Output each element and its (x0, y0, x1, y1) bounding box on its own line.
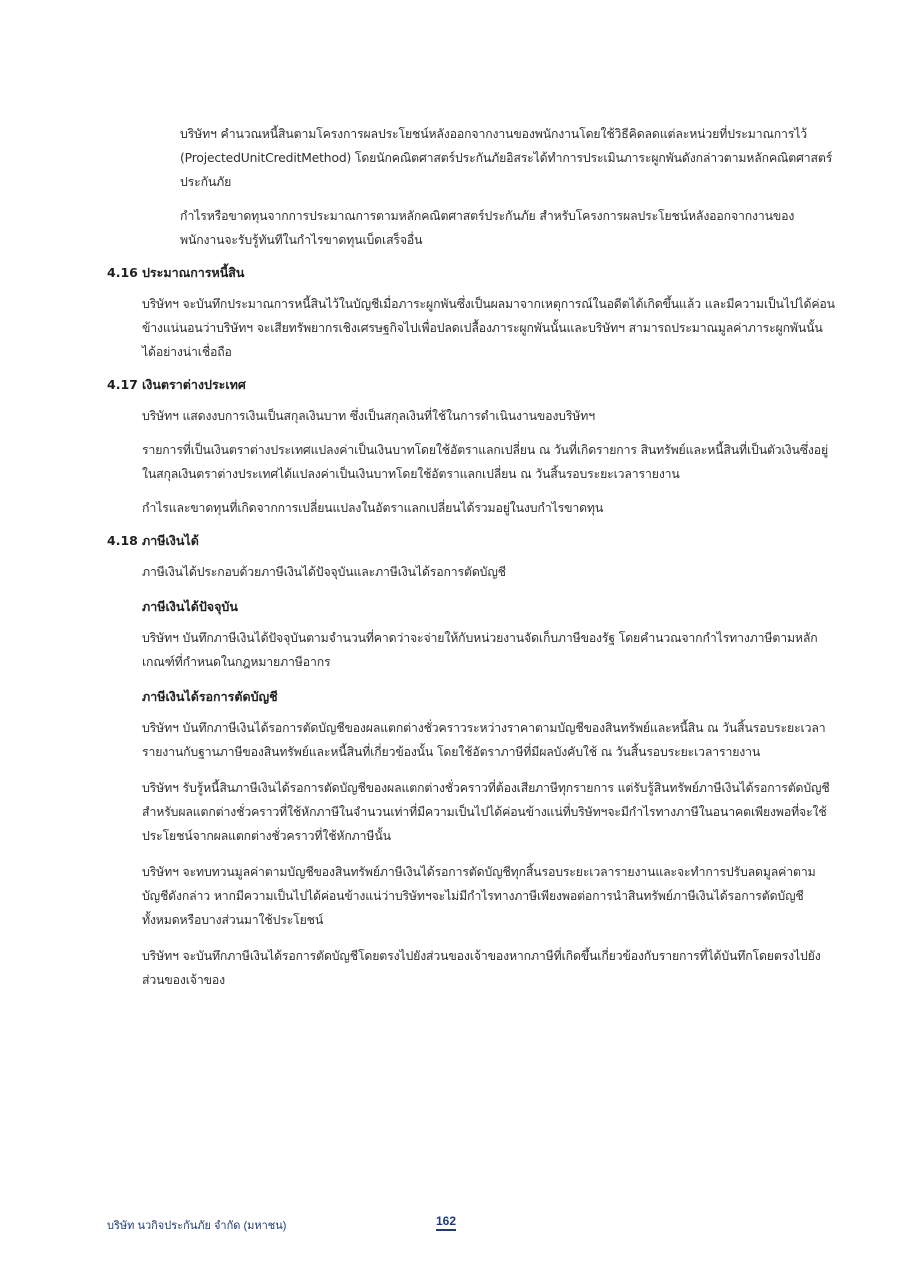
paragraph: รายการที่เป็นเงินตราต่างประเทศแปลงค่าเป็นเงินบาทโดยใช้อัตราแลกเปลี่ยน ณ วันที่เกิดรายการ สินทรัพย์และหนี้สินที่เป็นตัวเงินซึ่งอยู่ในสกุลเงินตราต่างประเทศได้แปลงค่าเป็นเงินบาทโดยใช้อัตราแลกเปลี่ยน ณ วันสิ้นรอบระยะเวลารายงาน (142, 443, 829, 481)
section-title: ประมาณการหนี้สิน (142, 265, 245, 280)
paragraph: บริษัทฯ บันทึกภาษีเงินได้รอการตัดบัญชีของผลแตกต่างชั่วคราวระหว่างราคาตามบัญชีของสินทรัพย์และหนี้สิน ณ วันสิ้นรอบระยะเวลารายงานกับฐานภาษีของสินทรัพย์และหนี้สินที่เกี่ยวข้องนั้น โดยใช้อัตราภาษีที่มีผลบังคับใช้ ณ วันสิ้นรอบระยะเวลารายงาน (142, 721, 826, 759)
paragraph: บริษัทฯ บันทึกภาษีเงินได้ปัจจุบันตามจำนวนที่คาดว่าจะจ่ายให้กับหน่วยงานจัดเก็บภาษีของรัฐ โดยคำนวณจากกำไรทางภาษีตามหลักเกณฑ์ที่กำหนดในกฎหมายภาษีอากร (142, 631, 818, 669)
section-heading-4-18 (0, 530, 906, 552)
paragraph: ภาษีเงินได้ประกอบด้วยภาษีเงินได้ปัจจุบันและภาษีเงินได้รอการตัดบัญชี (142, 565, 506, 579)
paragraph: บริษัทฯ จะบันทึกภาษีเงินได้รอการตัดบัญชีโดยตรงไปยังส่วนของเจ้าของหากภาษีที่เกิดขึ้นเกี่ยวข้องกับรายการที่ได้บันทึกโดยตรงไปยังส่วนของเจ้าของ (142, 949, 821, 987)
section-heading-4-16 (0, 262, 906, 284)
footer-company-name: บริษัท นวกิจประกันภัย จำกัด (มหาชน) (107, 1220, 287, 1232)
section-number: 4.18 (107, 533, 138, 548)
paragraph: บริษัทฯ รับรู้หนี้สินภาษีเงินได้รอการตัดบัญชีของผลแตกต่างชั่วคราวที่ต้องเสียภาษีทุกรายการ แต่รับรู้สินทรัพย์ภาษีเงินได้รอการตัดบัญชีสำหรับผลแตกต่างชั่วคราวที่ใช้หักภาษีในจำนวนเท่าที่มีความเป็นไปได้ค่อนข้างแน่ที่บริษัทฯจะมีกำไรทางภาษีในอนาคตเพียงพอที่จะใช้ประโยชน์จากผลแตกต่างชั่วคราวที่ใช้หักภาษีนั้น (142, 781, 830, 843)
subsection-heading-deferred-tax: ภาษีเงินได้รอการตัดบัญชี (142, 689, 278, 704)
page-content (0, 122, 906, 992)
paragraph: บริษัทฯ จะบันทึกประมาณการหนี้สินไว้ในบัญชีเมื่อภาระผูกพันซึ่งเป็นผลมาจากเหตุการณ์ในอดีตได้เกิดขึ้นแล้ว และมีความเป็นไปได้ค่อนข้างแน่นอนว่าบริษัทฯ จะเสียทรัพยากรเชิงเศรษฐกิจไปเพื่อปลดเปลื้องภาระผูกพันนั้นและบริษัทฯ สามารถประมาณมูลค่าภาระผูกพันนั้นได้อย่างน่าเชื่อถือ (142, 297, 835, 359)
page-number: 162 (436, 1214, 456, 1231)
paragraph: กำไรและขาดทุนที่เกิดจากการเปลี่ยนแปลงในอัตราแลกเปลี่ยนได้รวมอยู่ในงบกำไรขาดทุน (142, 501, 604, 515)
section-title: ภาษีเงินได้ (142, 533, 199, 548)
section-number: 4.16 (107, 265, 138, 280)
subsection-heading-current-tax: ภาษีเงินได้ปัจจุบัน (142, 599, 238, 614)
paragraph: กำไรหรือขาดทุนจากการประมาณการตามหลักคณิตศาสตร์ประกันภัย สำหรับโครงการผลประโยชน์หลังออกจากงานของพนักงานจะรับรู้ทันทีในกำไรขาดทุนเบ็ดเสร็จอื่น (180, 209, 795, 247)
paragraph: บริษัทฯ แสดงงบการเงินเป็นสกุลเงินบาท ซึ่งเป็นสกุลเงินที่ใช้ในการดำเนินงานของบริษัทฯ (142, 409, 595, 423)
section-title: เงินตราต่างประเทศ (142, 377, 246, 392)
section-number: 4.17 (107, 377, 138, 392)
section-heading-4-17 (0, 374, 906, 396)
paragraph: บริษัทฯ คำนวณหนี้สินตามโครงการผลประโยชน์หลังออกจากงานของพนักงานโดยใช้วิธีคิดลดแต่ละหน่วยที่ประมาณการไว้ (ProjectedUnitCreditMethod) โดยนักคณิตศาสตร์ประกันภัยอิสระได้ทำการประเมินภาระผูกพันดังกล่าวตามหลักคณิตศาสตร์ประกันภัย (180, 127, 833, 189)
paragraph: บริษัทฯ จะทบทวนมูลค่าตามบัญชีของสินทรัพย์ภาษีเงินได้รอการตัดบัญชีทุกสิ้นรอบระยะเวลารายงานและจะทำการปรับลดมูลค่าตามบัญชีดังกล่าว หากมีความเป็นไปได้ค่อนข้างแน่ว่าบริษัทฯจะไม่มีกำไรทางภาษีเพียงพอต่อการนำสินทรัพย์ภาษีเงินได้รอการตัดบัญชีทั้งหมดหรือบางส่วนมาใช้ประโยชน์ (142, 865, 816, 927)
